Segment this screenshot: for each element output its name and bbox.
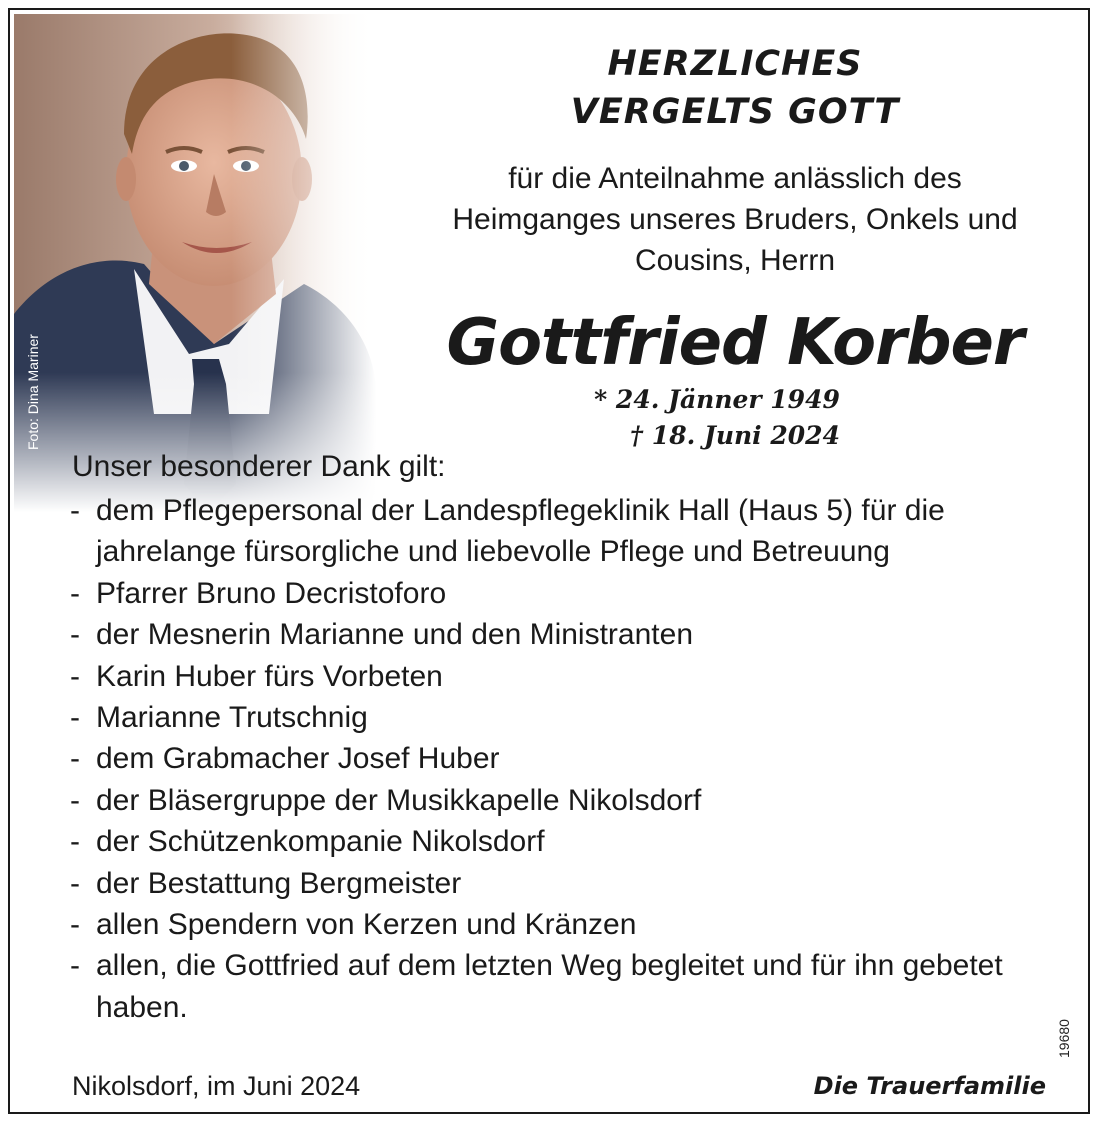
obituary-card — [8, 8, 1090, 1114]
list-item: - der Schützenkompanie Nikolsdorf — [68, 821, 1068, 862]
thanks-intro: Unser besonderer Dank gilt: — [72, 450, 446, 483]
list-item: - dem Grabmacher Josef Huber — [68, 738, 1068, 779]
intro-line-1: für die Anteilnahme anlässlich des — [508, 162, 962, 195]
list-item: - der Mesnerin Marianne und den Ministranten — [68, 614, 1068, 655]
list-item: - Marianne Trutschnig — [68, 697, 1068, 738]
list-item: - Pfarrer Bruno Decristoforo — [68, 573, 1068, 614]
deceased-name: Gottfried Korber — [446, 306, 1024, 380]
birth-date: * 24. Jänner 1949 — [594, 385, 840, 414]
death-date: † 18. Juni 2024 — [630, 421, 840, 450]
portrait-image — [14, 14, 376, 512]
intro-text — [415, 158, 1055, 281]
portrait-photo — [14, 14, 376, 512]
list-item: - der Bläsergruppe der Musikkapelle Nikolsdorf — [68, 780, 1068, 821]
heading-line-2: VERGELTS GOTT — [570, 92, 900, 132]
photo-credit: Foto: Dina Mariner — [25, 334, 41, 450]
thanks-list — [68, 490, 1068, 1028]
ad-serial-number: 19680 — [1056, 1019, 1072, 1058]
heading — [510, 40, 960, 136]
intro-line-2: Heimganges unseres Bruders, Onkels und — [452, 203, 1018, 236]
heading-line-1: HERZLICHES — [607, 44, 863, 84]
place-date: Nikolsdorf, im Juni 2024 — [72, 1071, 361, 1101]
list-item: - Karin Huber fürs Vorbeten — [68, 656, 1068, 697]
signature: Die Trauerfamilie — [813, 1072, 1046, 1100]
list-item: - der Bestattung Bergmeister — [68, 863, 1068, 904]
list-item: - dem Pflegepersonal der Landespflegeklinik Hall (Haus 5) für die jahrelange fürsorgliche und liebevolle Pflege und Betreuung — [68, 490, 1068, 573]
list-item: - allen, die Gottfried auf dem letzten Weg begleitet und für ihn gebetet haben. — [68, 945, 1068, 1028]
list-item: - allen Spendern von Kerzen und Kränzen — [68, 904, 1068, 945]
intro-line-3: Cousins, Herrn — [634, 244, 836, 277]
life-dates — [510, 382, 960, 454]
